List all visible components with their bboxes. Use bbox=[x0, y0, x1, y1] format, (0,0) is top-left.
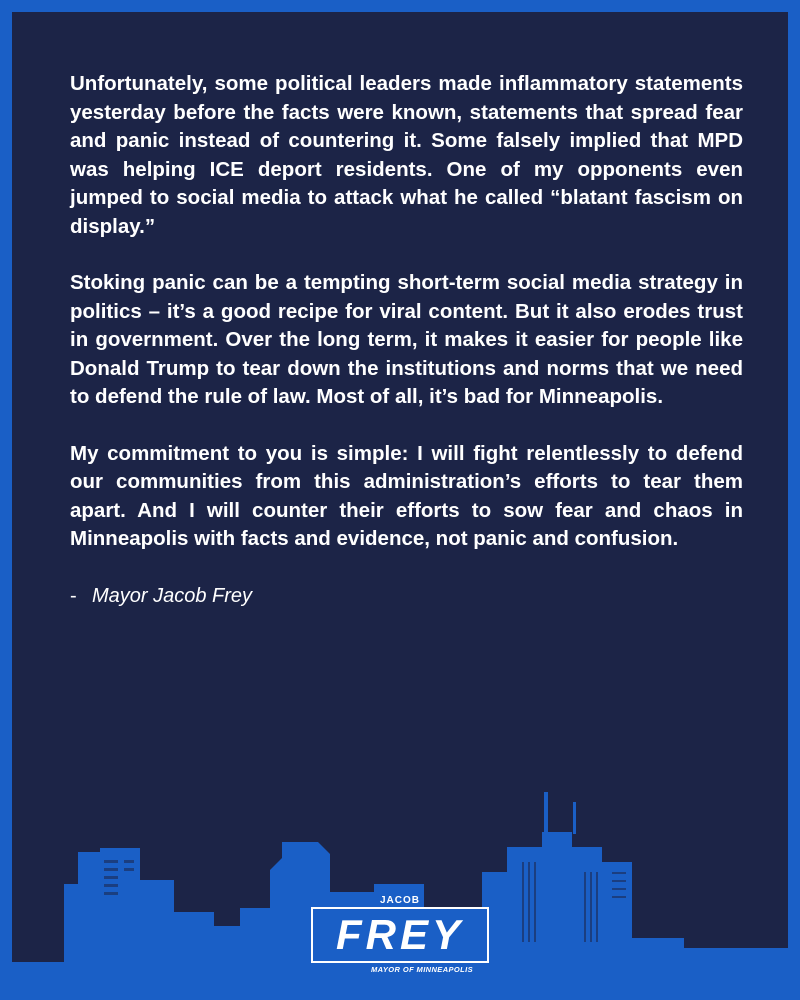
logo-first-name: JACOB bbox=[379, 895, 420, 906]
logo-last-name: FREY bbox=[335, 911, 464, 958]
skyline-window bbox=[104, 868, 118, 871]
skyline-window bbox=[528, 862, 530, 942]
logo-subtitle: MAYOR OF MINNEAPOLIS bbox=[371, 965, 474, 974]
skyline-window bbox=[612, 888, 626, 890]
statement-paragraph-2: Stoking panic can be a tempting short-term social media strategy in politics – it’s a good recipe for viral content. But it also erodes trust in government. Over the long term, it makes it easier for people like Donald Trump to tear down the institutions and norms that we need to defend the rule of law. Most of all, it’s bad for Minneapolis. bbox=[70, 271, 743, 408]
skyline-window bbox=[522, 862, 524, 942]
skyline-spire-2 bbox=[573, 802, 576, 834]
skyline-window bbox=[104, 884, 118, 887]
city-skyline-illustration bbox=[12, 12, 788, 988]
statement-paragraph-1: Unfortunately, some political leaders made inflammatory statements yesterday before the facts were known, statements that spread fear and panic instead of countering it. Some falsely implied that MPD was helping ICE deport residents. One of my opponents even jumped to social media to attack what he called “blatant fascism on display.” bbox=[70, 72, 743, 238]
skyline-window bbox=[612, 880, 626, 882]
skyline-window bbox=[596, 872, 598, 942]
statement-paragraph-3: My commitment to you is simple: I will fight relentlessly to defend our communities from this administration’s efforts to tear them apart. And I will counter their efforts to sow fear and chaos in Minneapolis with facts and evidence, not panic and confusion. bbox=[70, 441, 743, 550]
logo-name-box bbox=[311, 907, 489, 963]
skyline-window bbox=[590, 872, 592, 942]
jacob-frey-logo bbox=[311, 895, 501, 985]
skyline-window bbox=[584, 872, 586, 942]
skyline-window bbox=[612, 872, 626, 874]
skyline-window bbox=[124, 860, 134, 863]
skyline-window bbox=[104, 876, 118, 879]
skyline-window bbox=[534, 862, 536, 942]
signature-name: Mayor Jacob Frey bbox=[92, 584, 253, 607]
skyline-window bbox=[104, 860, 118, 863]
skyline-spire-1 bbox=[544, 792, 548, 834]
content-panel bbox=[12, 12, 788, 988]
signature-dash: - bbox=[70, 584, 77, 607]
skyline-window bbox=[612, 896, 626, 898]
skyline-window bbox=[124, 868, 134, 871]
skyline-window bbox=[104, 892, 118, 895]
